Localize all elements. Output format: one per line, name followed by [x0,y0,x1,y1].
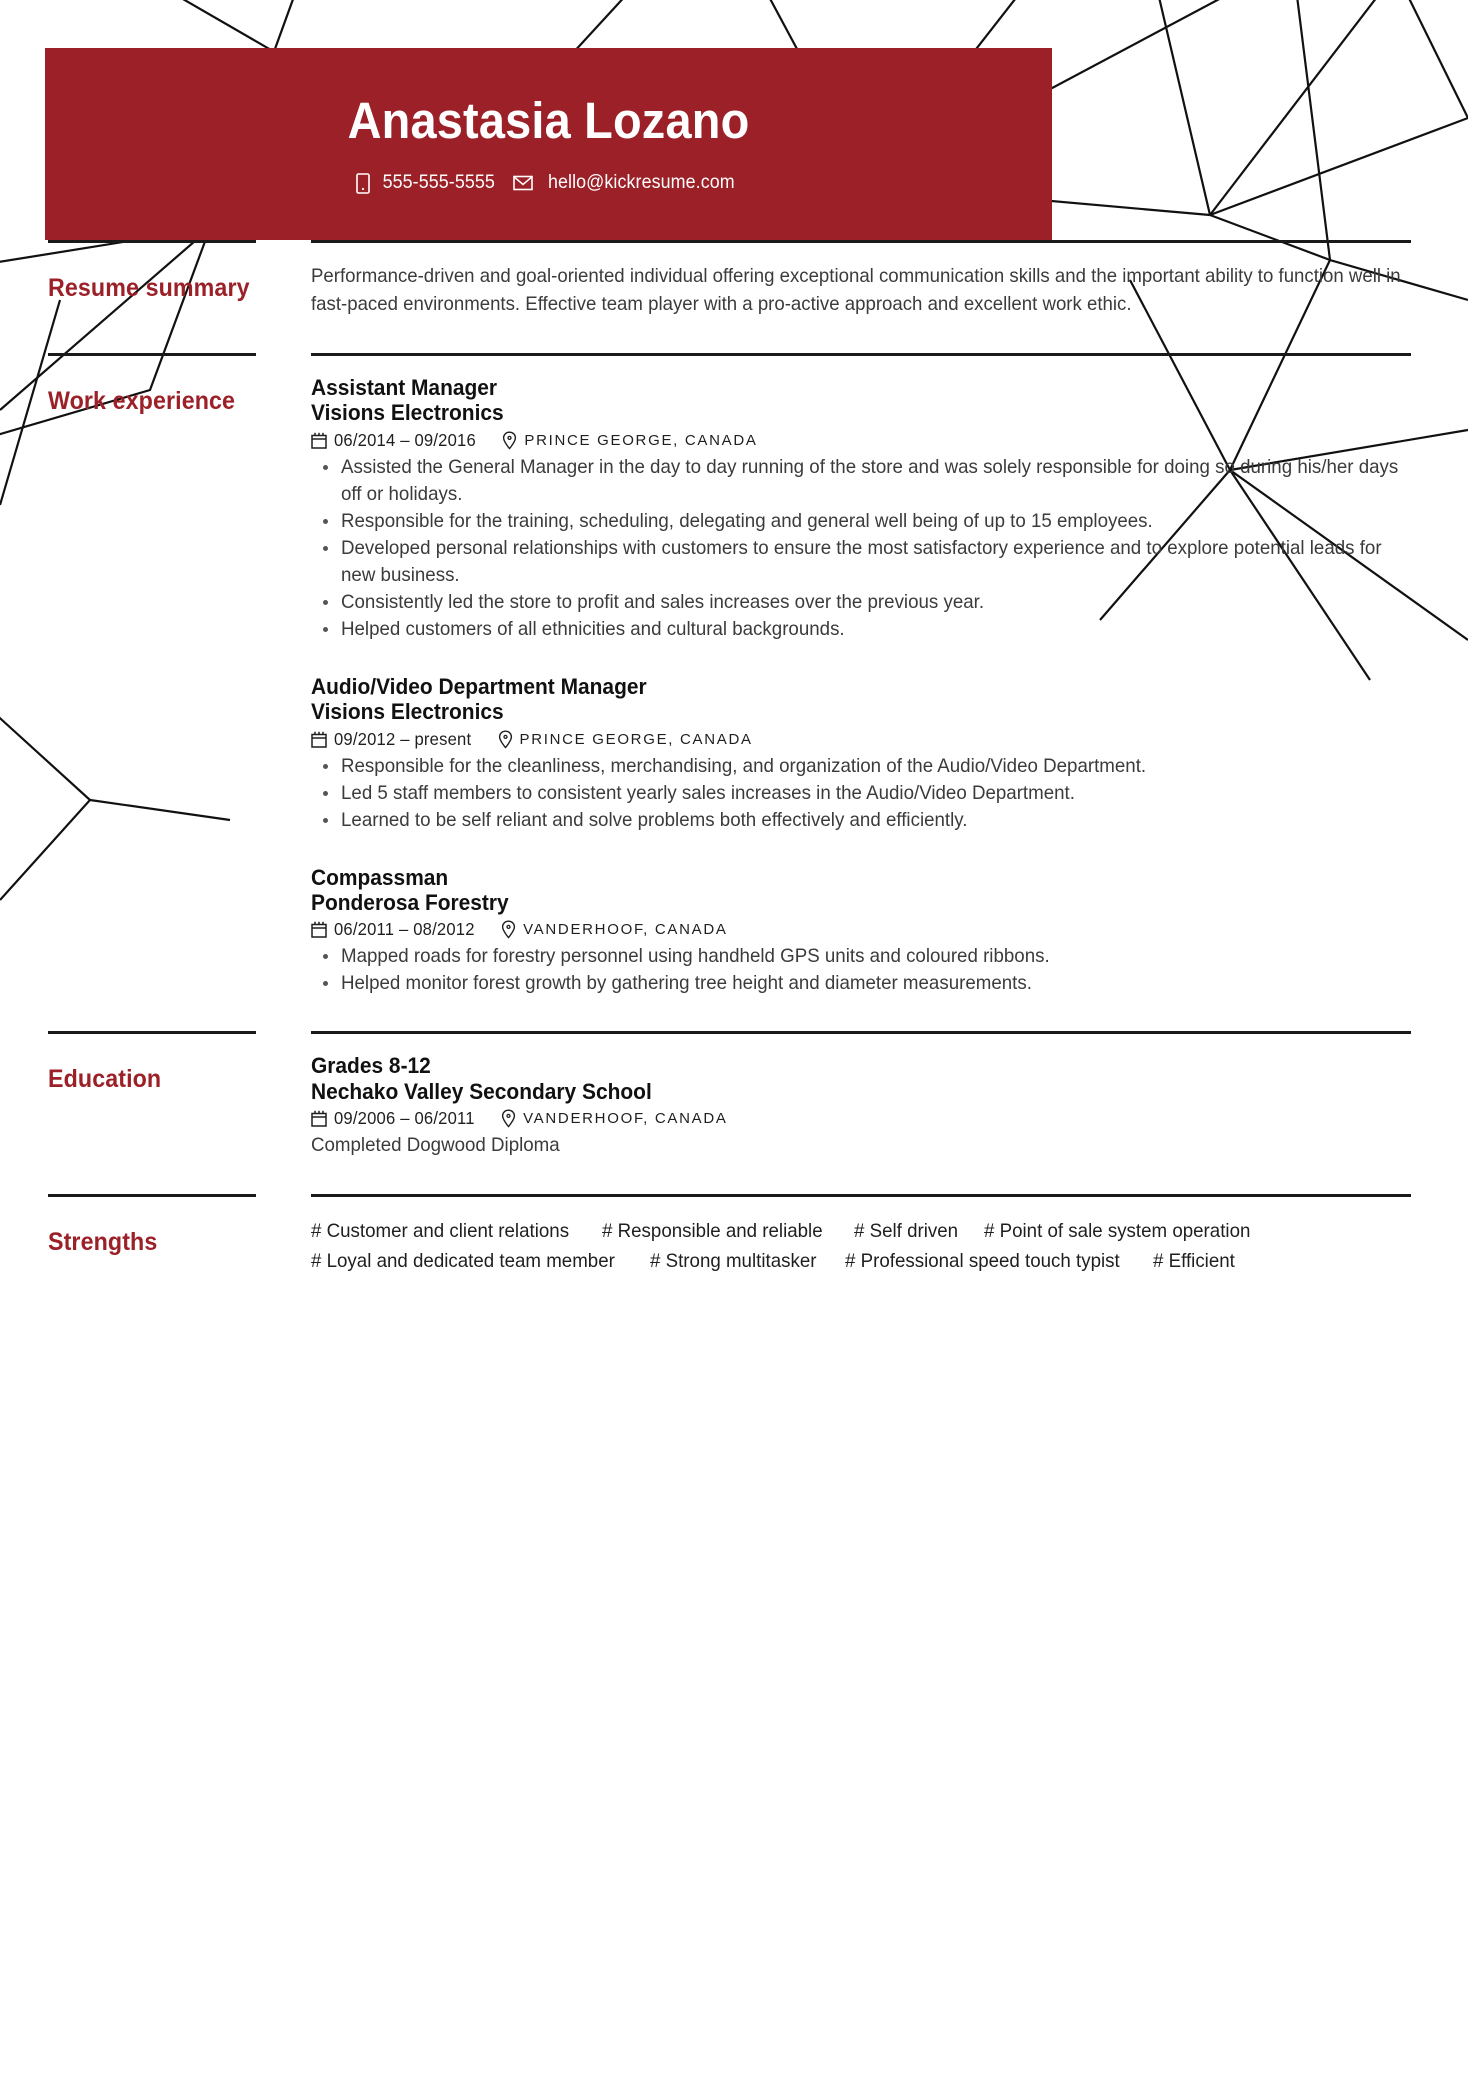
section-resume-summary [0,240,1468,353]
calendar-icon [311,432,327,449]
job-bullet-list [311,454,1411,643]
work-body-column [311,353,1468,1031]
list-item: Assisted the General Manager in the day to day running of the store and was solely responsible for doing so during his/her days off or holidays. [311,454,1411,508]
location-pin-icon [501,1109,516,1128]
location-pin-icon [502,431,517,450]
section-rule-left [48,1031,256,1034]
list-item: Helped monitor forest growth by gathering tree height and diameter measurements. [311,970,1411,997]
contact-email[interactable] [513,172,741,194]
work-entry [311,674,1411,834]
strength-tag: # Professional speed touch typist [844,1249,1120,1272]
summary-label-column [48,240,311,353]
section-rule-left [48,240,256,243]
section-work-experience [0,353,1468,1031]
list-item: Mapped roads for forestry personnel using handheld GPS units and coloured ribbons. [311,943,1411,970]
strength-tag: # Strong multitasker [649,1249,817,1272]
summary-body-column [311,240,1468,353]
job-dates: 09/2012 – present [334,728,472,749]
header-banner [45,48,1052,240]
envelope-icon [513,175,533,191]
section-rule-right [311,1194,1411,1197]
section-rule-right [311,240,1411,243]
location-pin-icon [501,920,516,939]
job-company: Visions Electronics [311,400,504,426]
job-title: Assistant Manager [311,374,498,400]
list-item: Responsible for the cleanliness, merchandising, and organization of the Audio/Video Department. [311,753,1411,780]
job-location: PRINCE GEORGE, CANADA [524,431,758,449]
list-item: Responsible for the training, scheduling, delegating and general well being of up to 15 employees. [311,508,1411,535]
job-location: VANDERHOOF, CANADA [523,921,728,939]
page-title: Anastasia Lozano [347,92,750,149]
section-education [0,1031,1468,1193]
education-meta [311,1108,1411,1129]
email-address: hello@kickresume.com [548,172,736,193]
work-label-column [48,353,311,1031]
education-note: Completed Dogwood Diploma [311,1134,560,1157]
strengths-tag-list [311,1216,1411,1276]
strength-tag: # Self driven [853,1219,958,1242]
phone-icon [356,173,370,194]
contact-phone[interactable] [356,172,499,194]
education-label-column [48,1031,311,1193]
job-dates: 06/2014 – 09/2016 [334,429,476,450]
job-meta [311,430,1411,451]
list-item: Helped customers of all ethnicities and cultural backgrounds. [311,616,1411,643]
job-company: Ponderosa Forestry [311,889,509,915]
section-strengths [0,1194,1468,1296]
calendar-icon [311,1110,327,1127]
education-school: Nechako Valley Secondary School [311,1078,652,1104]
phone-number: 555-555-5555 [382,172,495,193]
job-meta [311,919,1411,940]
section-rule-left [48,353,256,356]
education-body-column [311,1031,1468,1193]
strengths-body-column [311,1194,1468,1296]
job-company: Visions Electronics [311,698,504,724]
calendar-icon [311,731,327,748]
job-meta [311,729,1411,750]
section-rule-right [311,1031,1411,1034]
section-title-work: Work experience [48,386,236,415]
strength-tag: # Efficient [1153,1249,1235,1272]
work-entry [311,375,1411,643]
education-degree: Grades 8-12 [311,1053,431,1079]
job-bullet-list [311,753,1411,834]
job-bullet-list [311,943,1411,997]
section-title-education: Education [48,1065,162,1094]
summary-paragraph: Performance-driven and goal-oriented individual offering exceptional communication skills and the important ability to function well in fast-paced environments. Effective team player with a pro-active approach and excellent work ethic. [311,265,1401,316]
work-entry [311,865,1411,998]
calendar-icon [311,921,327,938]
section-title-summary: Resume summary [48,274,250,302]
contact-row [45,172,1052,194]
job-title: Audio/Video Department Manager [311,673,647,699]
job-dates: 06/2011 – 08/2012 [334,919,475,940]
job-location: PRINCE GEORGE, CANADA [519,730,753,748]
education-location: VANDERHOOF, CANADA [523,1110,728,1128]
list-item: Learned to be self reliant and solve problems both effectively and efficiently. [311,807,1411,834]
strength-tag: # Loyal and dedicated team member [311,1249,615,1272]
resume-content [0,240,1468,1296]
section-title-strengths: Strengths [48,1227,158,1256]
list-item: Led 5 staff members to consistent yearly sales increases in the Audio/Video Department. [311,780,1411,807]
strengths-label-column [48,1194,311,1296]
education-entry [311,1053,1411,1159]
strength-tag: # Point of sale system operation [984,1219,1251,1242]
list-item: Consistently led the store to profit and sales increases over the previous year. [311,589,1411,616]
education-dates: 09/2006 – 06/2011 [334,1108,475,1129]
section-rule-right [311,353,1411,356]
location-pin-icon [498,730,513,749]
section-rule-left [48,1194,256,1197]
job-title: Compassman [311,864,449,890]
list-item: Developed personal relationships with customers to ensure the most satisfactory experience and to explore potential leads for new business. [311,535,1411,589]
strength-tag: # Responsible and reliable [601,1219,823,1242]
strength-tag: # Customer and client relations [311,1219,570,1242]
